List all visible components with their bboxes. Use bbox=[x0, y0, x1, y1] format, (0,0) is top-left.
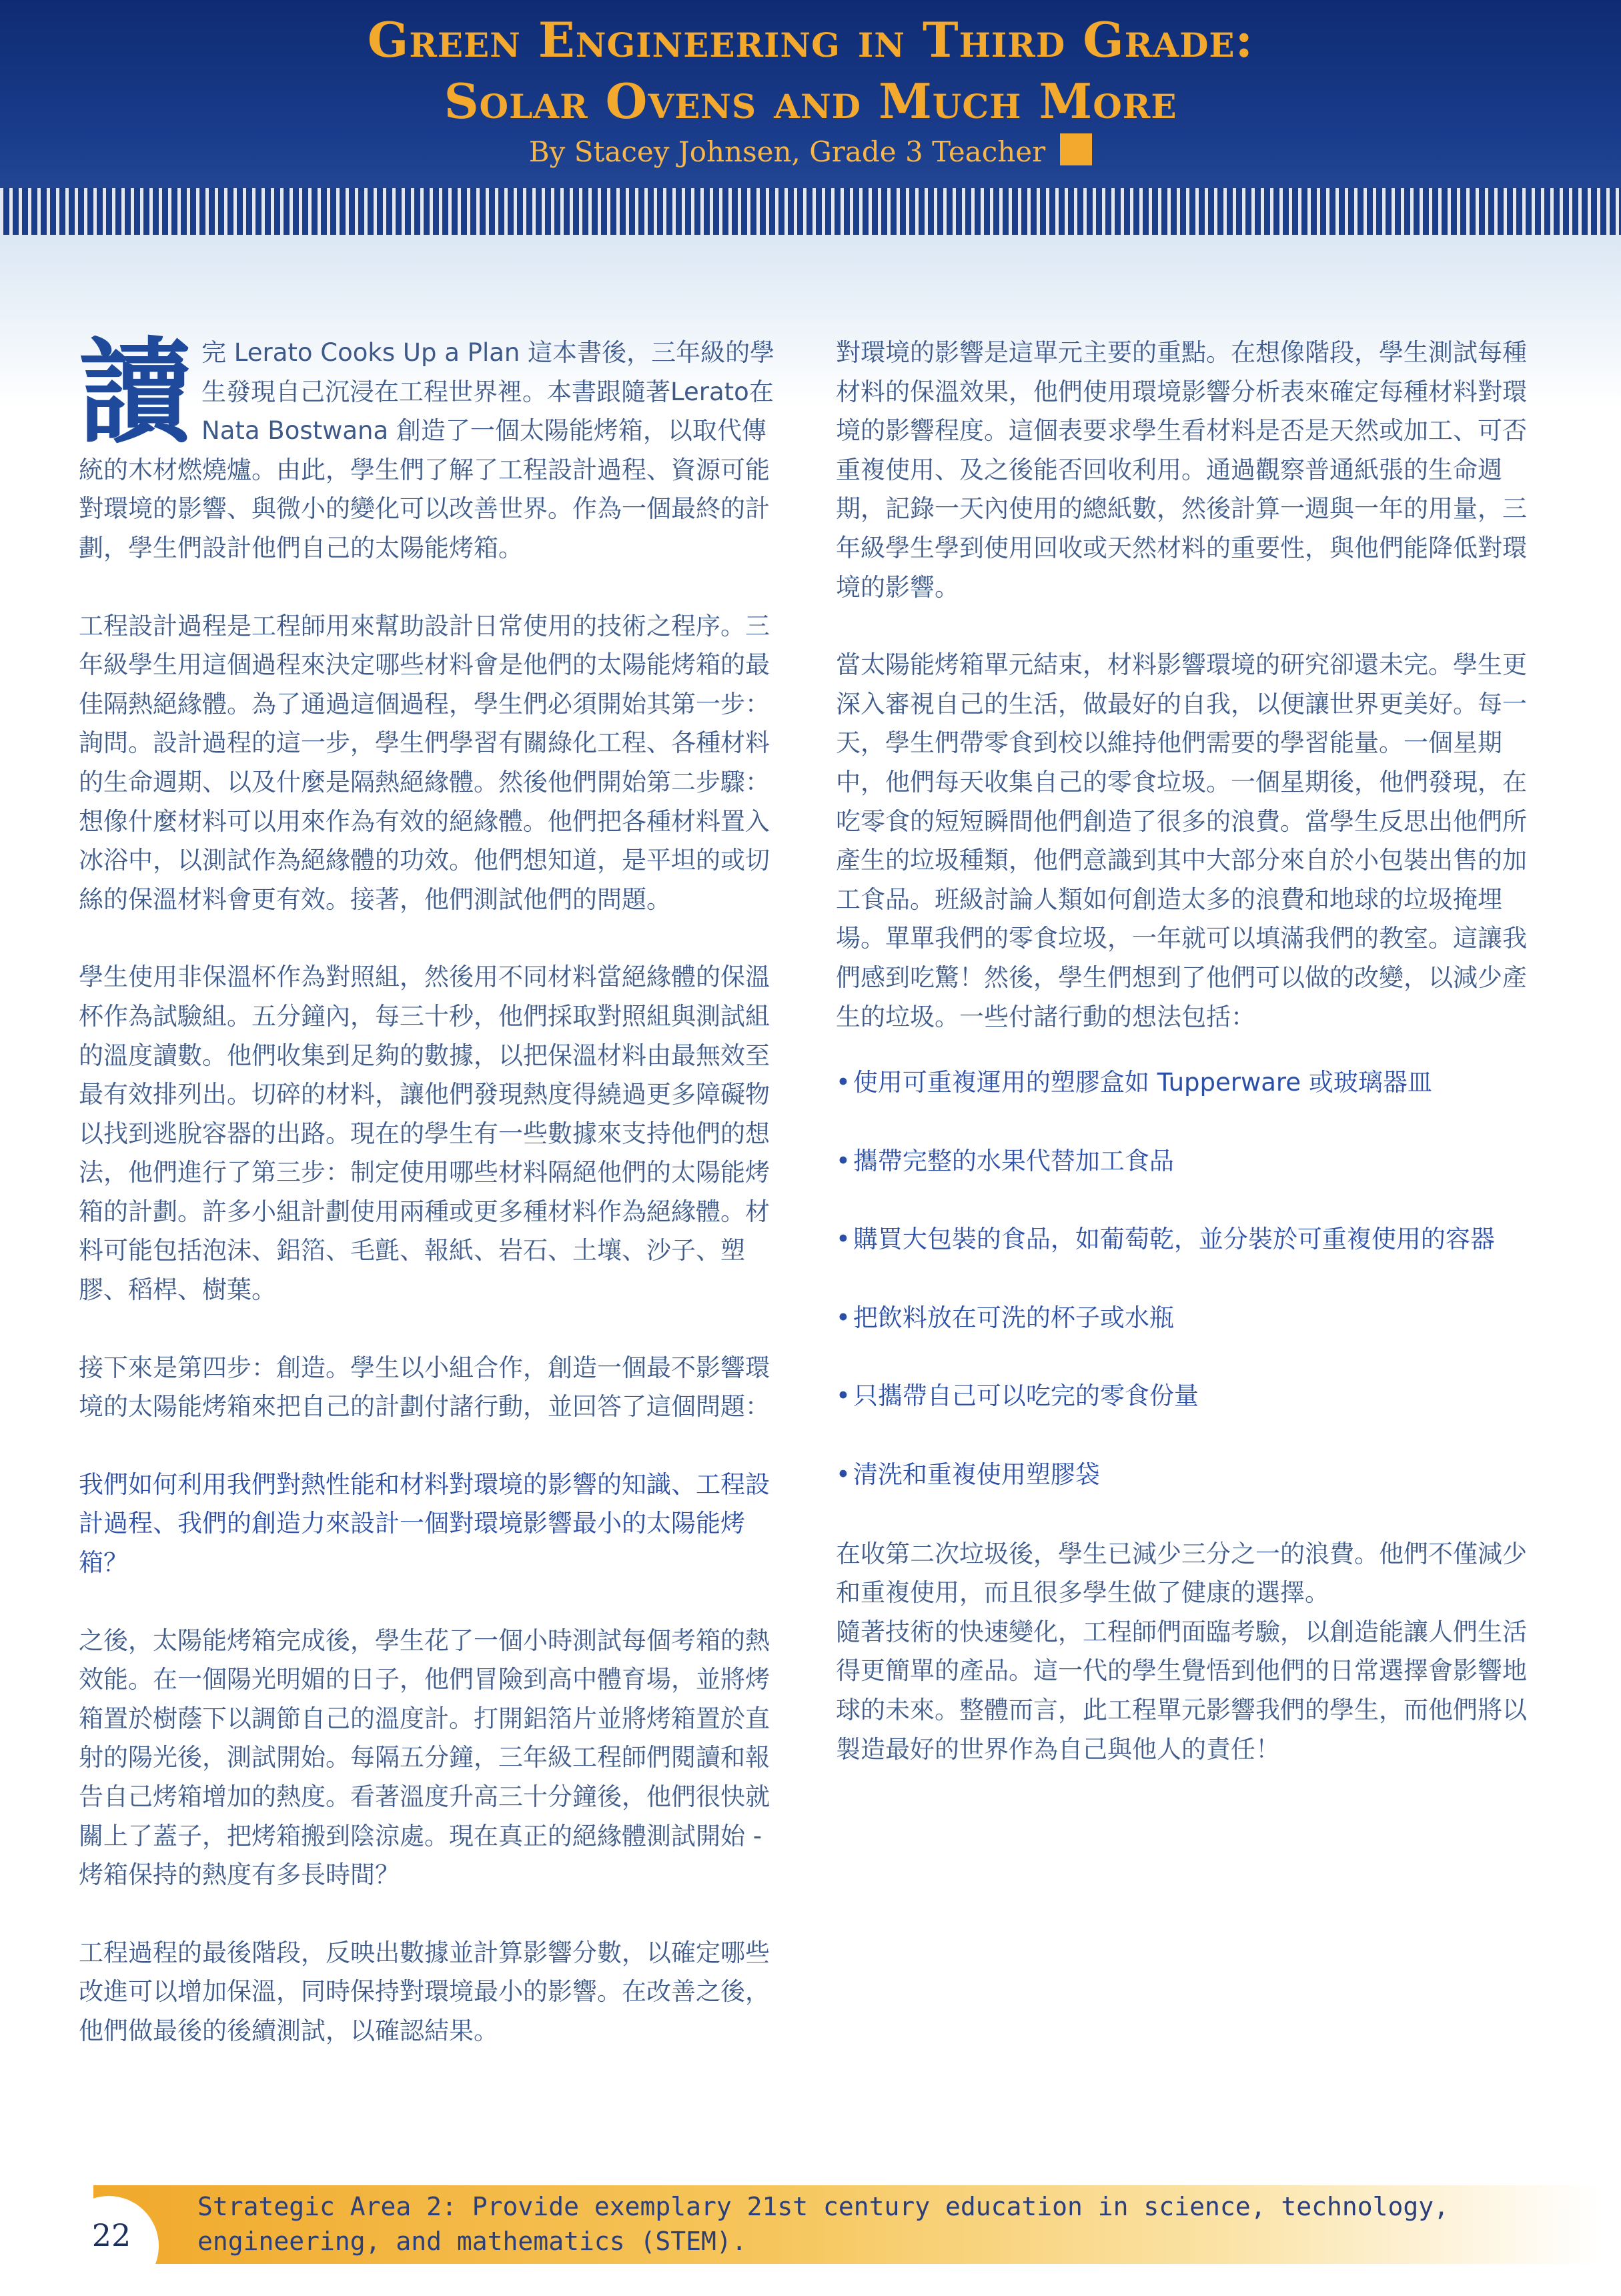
list-item: • 購買大包裝的食品，如葡萄乾，並分裝於可重複使用的容器 bbox=[836, 1220, 1536, 1259]
title-line-1: Green Engineering in Third Grade: bbox=[367, 11, 1254, 68]
title-line-2: Solar Ovens and Much More bbox=[444, 73, 1177, 129]
paragraph-final-stage: 工程過程的最後階段，反映出數據並計算影響分數，以確定哪些改進可以增加保溫，同時保持對環境最小的影響。在改善之後，他們做最後的後續測試，以確認結果。 bbox=[79, 1938, 770, 2045]
paragraph-create: 接下來是第四步：創造。學生以小組合作，創造一個最不影響環境的太陽能烤箱來把自己的計劃付諸行動，並回答了這個問題： bbox=[79, 1353, 770, 1421]
strategic-line-1: Strategic Area 2: Provide exemplary 21st century education in science, technology, bbox=[197, 2192, 1449, 2221]
paragraph-experiment: 學生使用非保溫杯作為對照組，然後用不同材料當絕緣體的保溫杯作為試驗組。五分鐘內，每三十秒，他們採取對照組與測試組的溫度讀數。他們收集到足夠的數據，以把保溫材料由最無效至最有效排列出。切碎的材料，讓他們發現熱度得繞過更多障礙物以找到逃脫容器的出路。現在的學生有一些數據來支持他們的想法，他們進行了第三步：制定使用哪些材料隔絕他們的太陽能烤箱的計劃。許多小組計劃使用兩種或更多種材料作為絕緣體。材料可能包括泡沫、鋁箔、毛氈、報紙、岩石、土壤、沙子、塑膠、稻桿、樹葉。 bbox=[79, 963, 770, 1305]
list-item: • 使用可重複運用的塑膠盒如 Tupperware 或玻璃器皿 bbox=[836, 1063, 1536, 1103]
article-title bbox=[0, 9, 1621, 132]
list-item: • 清洗和重複使用塑膠袋 bbox=[836, 1456, 1536, 1495]
list-item: • 攜帶完整的水果代替加工食品 bbox=[836, 1142, 1536, 1181]
byline bbox=[0, 132, 1621, 172]
square-bullet-icon bbox=[1060, 133, 1092, 165]
right-column bbox=[836, 334, 1536, 1808]
paragraph-environment: 對環境的影響是這單元主要的重點。在想像階段，學生測試每種材料的保溫效果，他們使用環境影響分析表來確定每種材料對環境的影響程度。這個表要求學生看材料是否是天然或加工、可否重複使用、及之後能否回收利用。通過觀察普通紙張的生命週期，記錄一天內使用的總紙數，然後計算一週與一年的用量，三年級學生學到使用回收或天然材料的重要性，與他們能降低對環境的影響。 bbox=[836, 338, 1527, 602]
page-number: 22 bbox=[91, 2217, 131, 2253]
left-column bbox=[79, 326, 779, 2090]
paragraph-conclusion: 隨著技術的快速變化，工程師們面臨考驗，以創造能讓人們生活得更簡單的產品。這一代的學生覺悟到他們的日常選擇會影響地球的未來。整體而言，此工程單元影響我們的學生，而他們將以製造最好的世界作為自己與他人的責任！ bbox=[836, 1617, 1527, 1764]
drop-cap: 讀 bbox=[79, 326, 193, 459]
byline-text: By Stacey Johnsen, Grade 3 Teacher bbox=[528, 135, 1046, 168]
list-item: • 把飲料放在可洗的杯子或水瓶 bbox=[836, 1299, 1536, 1338]
paragraph-snack-waste: 當太陽能烤箱單元結束，材料影響環境的研究卻還未完。學生更深入審視自己的生活，做最好的自我，以便讓世界更美好。每一天，學生們帶零食到校以維持他們需要的學習能量。一個星期中，他們每天收集自己的零食垃圾。一個星期後，他們發現，在吃零食的短短瞬間他們創造了很多的浪費。當學生反思出他們所產生的垃圾種類，他們意識到其中大部分來自於小包裝出售的加工食品。班級討論人類如何創造太多的浪費和地球的垃圾掩埋場。單單我們的零食垃圾，一年就可以填滿我們的教室。這讓我們感到吃驚！然後，學生們想到了他們可以做的改變，以減少產生的垃圾。一些付諸行動的想法包括： bbox=[836, 650, 1527, 1031]
header-banner bbox=[0, 0, 1621, 235]
action-ideas-list bbox=[836, 1063, 1536, 1495]
guiding-question: 我們如何利用我們對熱性能和材料對環境的影響的知識、工程設計過程、我們的創造力來設計一個對環境影響最小的太陽能烤箱？ bbox=[79, 1470, 770, 1578]
paragraph-testing: 之後，太陽能烤箱完成後，學生花了一個小時測試每個考箱的熱效能。在一個陽光明媚的日子，他們冒險到高中體育場，並將烤箱置於樹蔭下以調節自己的溫度計。打開鋁箔片並將烤箱置於直射的陽光後，測試開始。每隔五分鐘，三年級工程師們閱讀和報告自己烤箱增加的熱度。看著溫度升高三十分鐘後，他們很快就關上了蓋子，把烤箱搬到陰涼處。現在真正的絕緣體測試開始 - 烤箱保持的熱度有多長時間？ bbox=[79, 1626, 770, 1890]
paragraph-results: 在收第二次垃圾後，學生已減少三分之一的浪費。他們不僅減少和重複使用，而且很多學生做了健康的選擇。 bbox=[836, 1539, 1527, 1608]
strategic-line-2: engineering, and mathematics (STEM). bbox=[197, 2227, 747, 2256]
intro-text: 完 Lerato Cooks Up a Plan 這本書後，三年級的學生發現自己沉浸在工程世界裡。本書跟隨著Lerato在 Nata Bostwana 創造了一個太陽能烤箱，以取代傳統的木材燃燒爐。由此，學生們了解了工程設計過程、資源可能對環境的影響、與微小的變化可以改善世界。作為一個最終的計劃，學生們設計他們自己的太陽能烤箱。 bbox=[79, 338, 775, 562]
strategic-area-caption bbox=[197, 2189, 1465, 2259]
striped-band bbox=[0, 188, 1621, 235]
list-item: • 只攜帶自己可以吃完的零食份量 bbox=[836, 1377, 1536, 1416]
intro-paragraph bbox=[79, 326, 779, 568]
paragraph-design-process: 工程設計過程是工程師用來幫助設計日常使用的技術之程序。三年級學生用這個過程來決定哪些材料會是他們的太陽能烤箱的最佳隔熱絕緣體。為了通過這個過程，學生們必須開始其第一步：詢問。設計過程的這一步，學生們學習有關綠化工程、各種材料的生命週期、以及什麼是隔熱絕緣體。然後他們開始第二步驟：想像什麼材料可以用來作為有效的絕緣體。他們把各種材料置入冰浴中，以測試作為絕緣體的功效。他們想知道，是平坦的或切絲的保溫材料會更有效。接著，他們測試他們的問題。 bbox=[79, 611, 770, 914]
